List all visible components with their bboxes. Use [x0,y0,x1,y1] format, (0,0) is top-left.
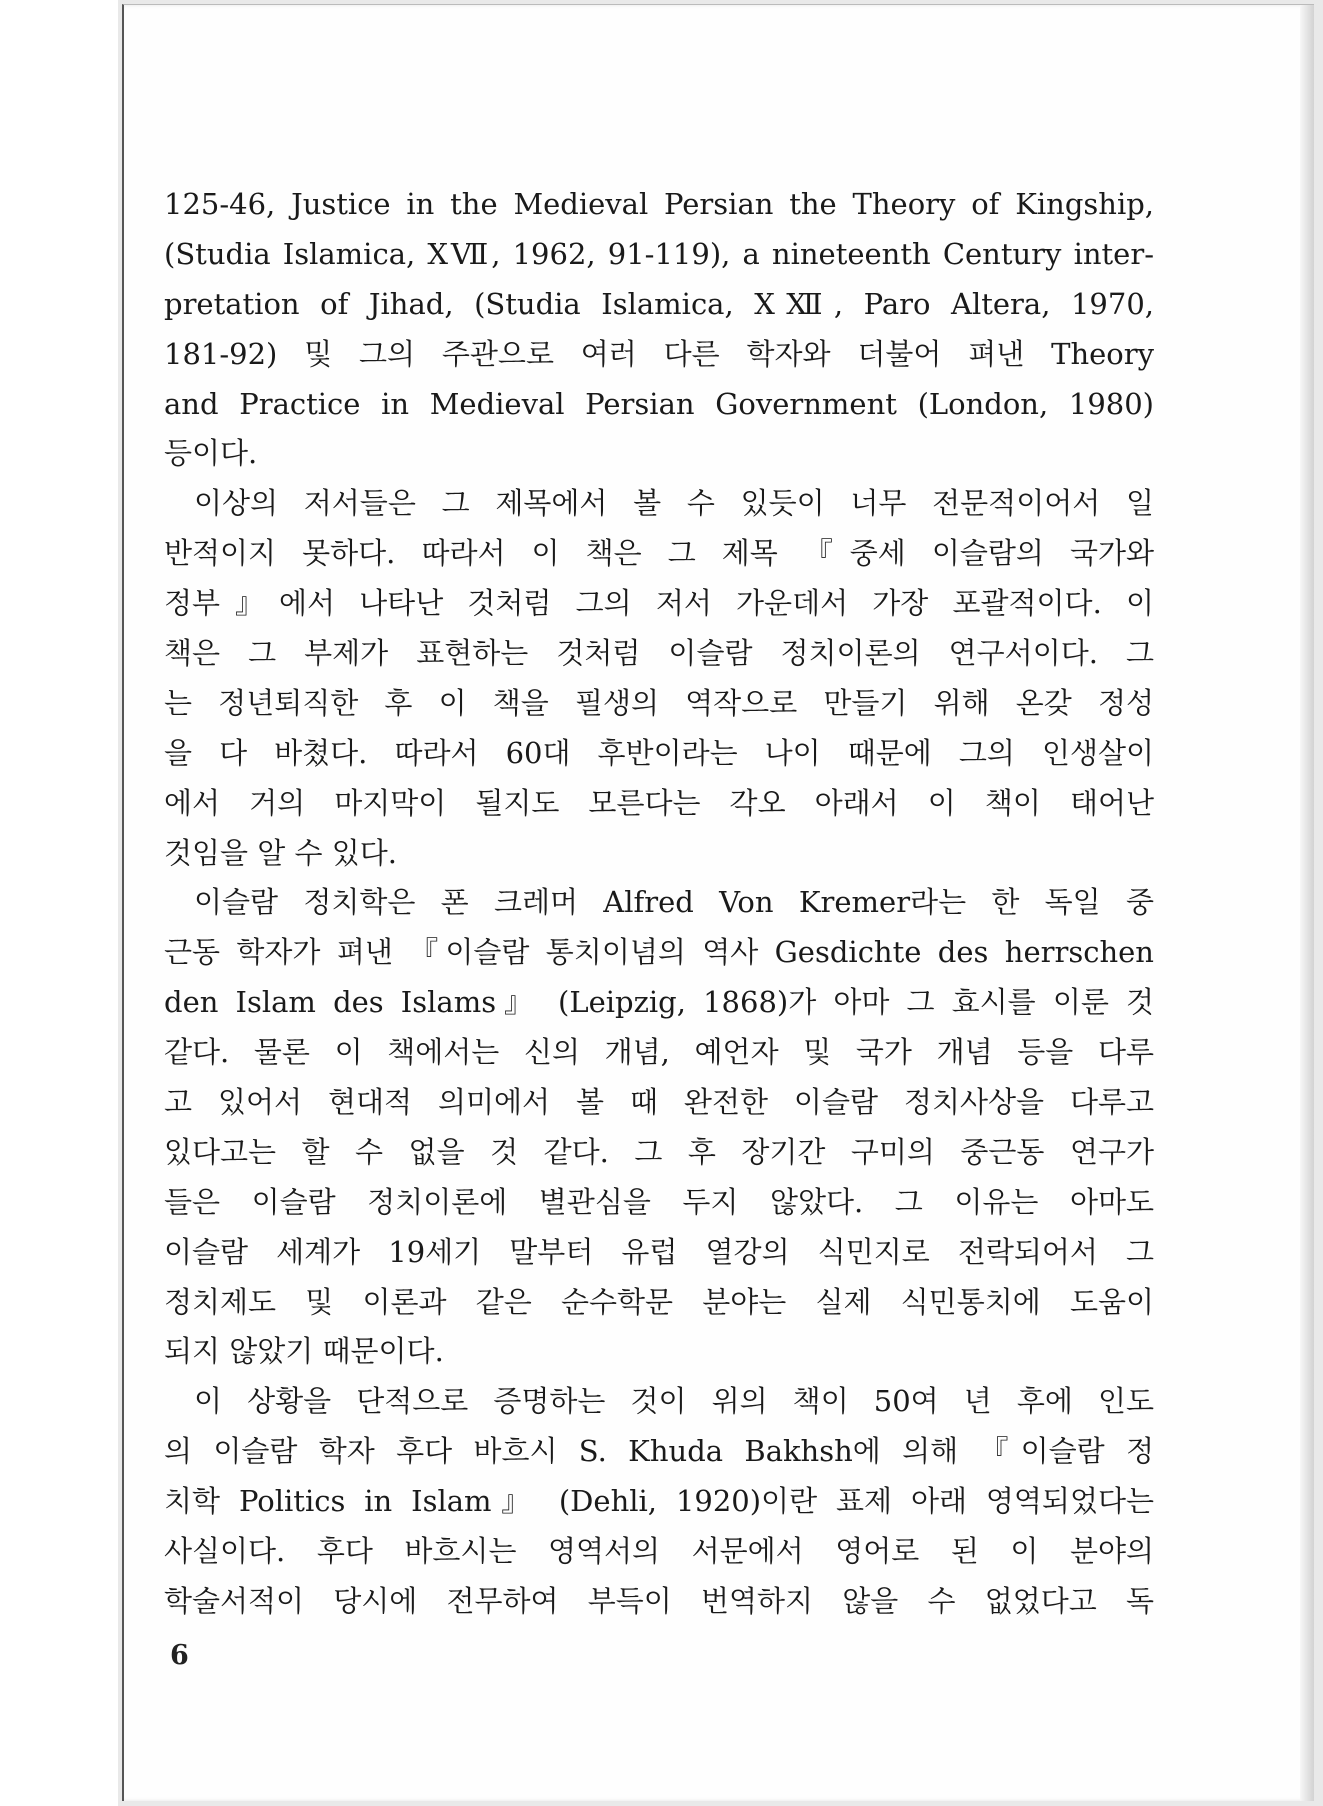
text-line: 정치제도 및 이론과 같은 순수학문 분야는 실제 식민통치에 도움이 [164,1284,1154,1319]
text-line: 이 상황을 단적으로 증명하는 것이 위의 책이 50여 년 후에 인도 [194,1384,1154,1419]
text-line: 125-46, Justice in the Medieval Persian the Theory of Kingship, [164,187,1154,221]
text-line: den Islam des Islams』 (Leipzig, 1868)가 아마 그 효시를 이룬 것 [164,985,1154,1020]
text-line: 근동 학자가 펴낸 『이슬람 통치이념의 역사 Gesdichte des herrschen [164,935,1154,970]
text-line: 책은 그 부제가 표현하는 것처럼 이슬람 정치이론의 연구서이다. 그 [164,636,1154,671]
text-line: 정부』에서 나타난 것처럼 그의 저서 가운데서 가장 포괄적이다. 이 [164,586,1154,621]
text-line: 이상의 저서들은 그 제목에서 볼 수 있듯이 너무 전문적이어서 일 [194,486,1154,521]
text-line: 등이다. [164,436,258,471]
text-line: 의 이슬람 학자 후다 바흐시 S. Khuda Bakhsh에 의해 『이슬람 정 [164,1434,1154,1469]
text-line: 에서 거의 마지막이 될지도 모른다는 각오 아래서 이 책이 태어난 [164,785,1154,820]
text-line: 을 다 바쳤다. 따라서 60대 후반이라는 나이 때문에 그의 인생살이 [164,735,1154,770]
text-line: and Practice in Medieval Persian Government (London, 1980) [164,386,1154,421]
text-line: 이슬람 세계가 19세기 말부터 유럽 열강의 식민지로 전락되어서 그 [164,1234,1154,1269]
text-line: 되지 않았기 때문이다. [164,1334,444,1369]
viewer-margin [0,0,118,1806]
text-line: 것임을 알 수 있다. [164,835,397,870]
body-text [164,180,1154,1627]
text-line: 는 정년퇴직한 후 이 책을 필생의 역작으로 만들기 위해 온갖 정성 [164,685,1154,720]
text-line: 학술서적이 당시에 전무하여 부득이 번역하지 않을 수 없었다고 독 [164,1583,1154,1618]
text-line: 고 있어서 현대적 의미에서 볼 때 완전한 이슬람 정치사상을 다루고 [164,1085,1154,1120]
page-number: 6 [170,1640,189,1671]
text-line: (Studia Islamica, XⅦ, 1962, 91-119), a nineteenth Century inter- [164,236,1154,271]
text-line: 181-92) 및 그의 주관으로 여러 다른 학자와 더불어 펴낸 Theory [164,336,1154,371]
text-line: 사실이다. 후다 바흐시는 영역서의 서문에서 영어로 된 이 분야의 [164,1534,1154,1569]
text-line: pretation of Jihad, (Studia Islamica, XⅫ, Paro Altera, 1970, [164,286,1154,321]
page-edge-shadow [1300,5,1314,1801]
text-line: 있다고는 할 수 없을 것 같다. 그 후 장기간 구미의 중근동 연구가 [164,1134,1154,1169]
text-line: 들은 이슬람 정치이론에 별관심을 두지 않았다. 그 이유는 아마도 [164,1184,1154,1219]
text-line: 치학 Politics in Islam』 (Dehli, 1920)이란 표제 아래 영역되었다는 [164,1484,1154,1519]
text-line: 이슬람 정치학은 폰 크레머 Alfred Von Kremer라는 한 독일 중 [194,885,1154,920]
text-line: 같다. 물론 이 책에서는 신의 개념, 예언자 및 국가 개념 등을 다루 [164,1035,1154,1070]
text-line: 반적이지 못하다. 따라서 이 책은 그 제목 『중세 이슬람의 국가와 [164,536,1154,571]
